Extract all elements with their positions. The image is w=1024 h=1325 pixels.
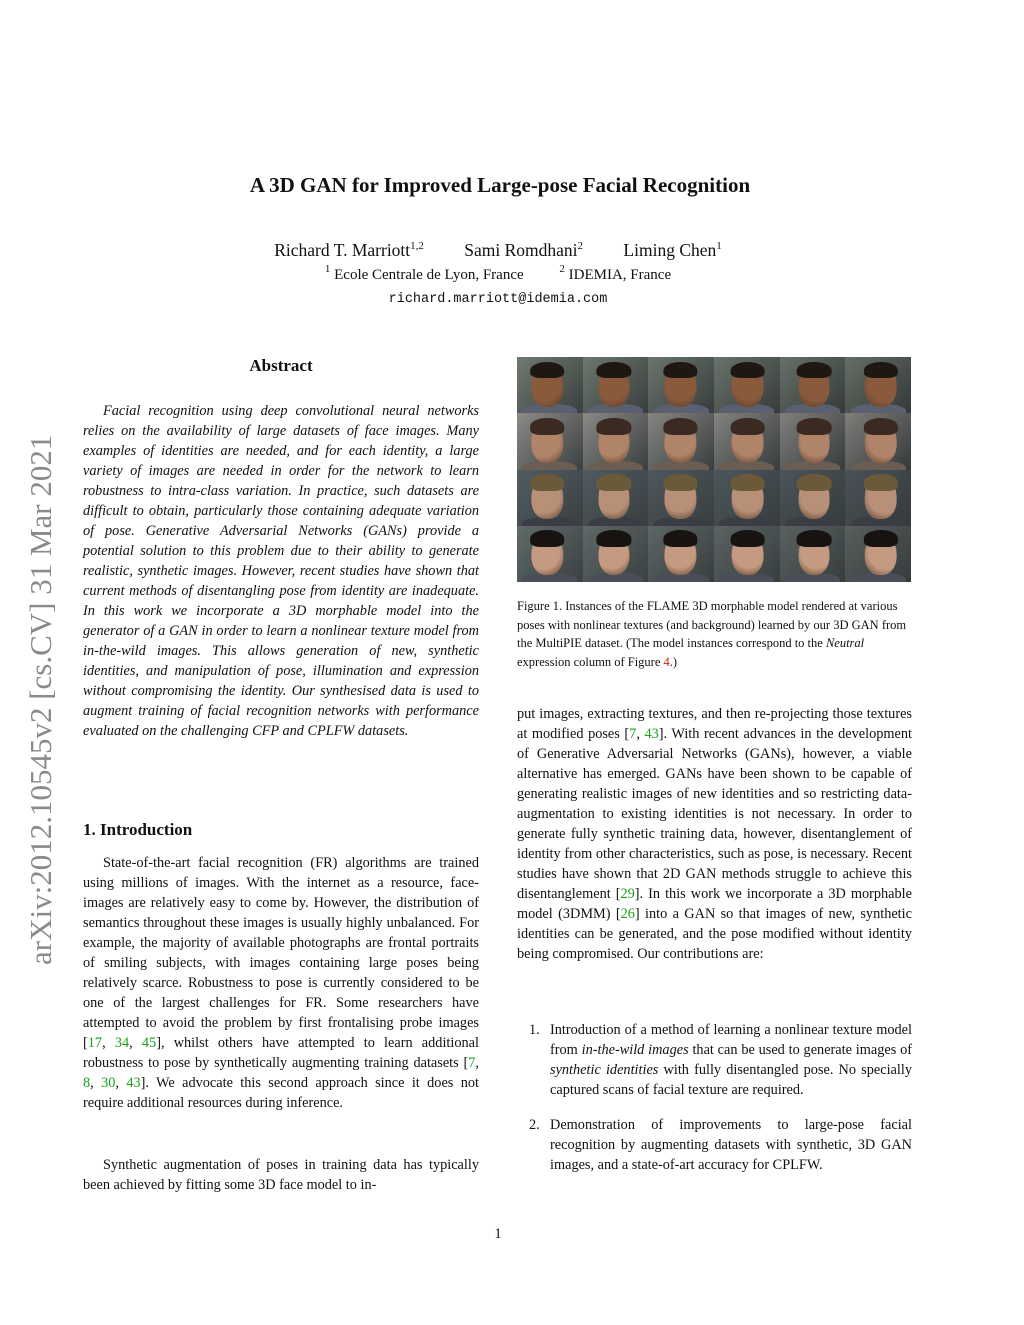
intro-paragraph-1: State-of-the-art facial recognition (FR) algorithms are trained using millions of images. With the internet as a resource, face-images are relatively easy to come by. However, the distribution of semantics throughout these images is usually highly unbalanced. For example, the majority of available photographs are frontal portraits of smiling subjects, with images containing large poses being relatively scarce. Robustness to pose is currently considered to be one of the largest challenges for FR. Some researchers have attempted to avoid the problem by first frontalising probe images [17, 34, 45], whilst others have attempted to learn additional robustness to pose by synthetically augmenting training datasets [7, 8, 30, 43]. We advocate this second approach since it does not require additional resources during inference.	[83, 855, 479, 1111]
citation-link[interactable]: 7	[629, 726, 637, 742]
citation-link[interactable]: 30	[101, 1075, 116, 1091]
section-heading-introduction: 1. Introduction	[83, 820, 193, 839]
face-thumbnail	[648, 357, 714, 413]
face-thumbnail	[583, 470, 649, 526]
face-thumbnail	[845, 526, 911, 582]
citation-link[interactable]: 29	[620, 886, 635, 902]
citation-link[interactable]: 34	[114, 1035, 130, 1051]
face-thumbnail	[517, 470, 583, 526]
abstract-text: Facial recognition using deep convolutional neural networks relies on the availability of large datasets of face images. Many examples of identities are needed, and for each identity, a large variety of images are needed in order for the network to learn robustness to intra-class variation. In practice, such datasets are difficult to obtain, particularly those containing adequate variation of pose. Generative Adversarial Networks (GANs) provide a potential solution to this problem due to their ability to generate realistic, synthetic images. However, recent studies have shown that current methods of disentangling pose from identity are inadequate. In this work we incorporate a 3D morphable model into the generator of a GAN in order to learn a nonlinear texture model from in-the-wild images. This allows generation of new, synthetic identities, and manipulation of pose, illumination and expression without compromising the identity. Our synthesised data is used to augment training of facial recognition networks with performance evaluated on the challenging CFP and CPLFW datasets.	[83, 403, 479, 739]
figure-1-face-grid	[517, 357, 911, 582]
paper-title: A 3D GAN for Improved Large-pose Facial Recognition	[249, 173, 751, 197]
citation-link[interactable]: 43	[126, 1075, 141, 1091]
face-thumbnail	[517, 357, 583, 413]
citation-link[interactable]: 45	[141, 1035, 157, 1051]
citation-link[interactable]: 8	[83, 1075, 91, 1091]
face-thumbnail	[714, 526, 780, 582]
face-thumbnail	[714, 357, 780, 413]
face-thumbnail	[780, 357, 846, 413]
face-thumbnail	[517, 526, 583, 582]
citation-link[interactable]: 43	[644, 726, 659, 742]
affiliation: $^1$ Ecole Centrale de Lyon, France	[324, 263, 524, 283]
citation-link[interactable]: 17	[87, 1035, 103, 1051]
face-thumbnail	[648, 470, 714, 526]
author: Richard T. Marriott$^{1,2}$	[274, 240, 424, 260]
figure-1-caption: Figure 1. Instances of the FLAME 3D morphable model rendered at various poses with nonlinear textures (and background) learned by our 3D GAN from the MultiPIE dataset. (The model instances correspond to the Neutral expression column of Figure 4.)	[517, 599, 907, 669]
face-thumbnail	[583, 357, 649, 413]
intro-paragraph-2: Synthetic augmentation of poses in training data has typically been achieved by fitting some 3D face model to in-	[83, 1157, 479, 1193]
contributions-list	[517, 1020, 912, 1190]
arxiv-identifier: arXiv:2012.10545v2 [cs.CV] 31 Mar 2021	[23, 434, 58, 965]
face-thumbnail	[648, 413, 714, 469]
face-thumbnail	[780, 470, 846, 526]
intro-paragraph-3: put images, extracting textures, and then re-projecting those textures at modified poses [7, 43]. With recent advances in the development of Generative Adversarial Networks (GANs), however, a viable alternative has emerged. GANs have been shown to be capable of generating realistic images of new identities and so restricting data-augmentation to existing identities is not necessary. In order to generate fully synthetic training data, however, disentanglement of identity from other characteristics, such as pose, is necessary. Recent studies have shown that 2D GAN methods struggle to achieve this disentanglement [29]. In this work we incorporate a 3D morphable model (3DMM) [26] into a GAN so that images of new, synthetic identities can be generated, and the pose modified without identity being compromised. Our contributions are:	[517, 706, 912, 962]
page-number: 1	[494, 1226, 502, 1242]
affiliations	[0, 263, 996, 284]
face-thumbnail	[780, 526, 846, 582]
face-thumbnail	[517, 413, 583, 469]
author: Liming Chen$^1$	[623, 240, 722, 260]
citation-link[interactable]: 7	[468, 1055, 476, 1071]
citation-link[interactable]: 26	[620, 906, 635, 922]
list-item: 2. Demonstration of improvements to large-pose facial recognition by augmenting datasets with synthetic, 3D GAN images, and a state-of-art accuracy for CPLFW.	[529, 1117, 912, 1173]
face-thumbnail	[648, 526, 714, 582]
face-thumbnail	[583, 526, 649, 582]
affiliation: $^2$ IDEMIA, France	[559, 263, 672, 283]
list-item: 1. Introduction of a method of learning a nonlinear texture model from in-the-wild images that can be used to generate images of synthetic identities with fully disentangled pose. No specially captured scans of facial texture are required.	[529, 1022, 912, 1098]
face-thumbnail	[845, 413, 911, 469]
face-thumbnail	[845, 470, 911, 526]
face-thumbnail	[714, 470, 780, 526]
face-thumbnail	[583, 413, 649, 469]
author-list	[0, 240, 996, 261]
face-thumbnail	[780, 413, 846, 469]
figure-reference-link[interactable]: 4	[663, 654, 670, 669]
contact-email[interactable]: richard.marriott@idemia.com	[388, 292, 608, 307]
face-thumbnail	[714, 413, 780, 469]
abstract-heading: Abstract	[249, 356, 313, 375]
author: Sami Romdhani$^2$	[464, 240, 584, 260]
face-thumbnail	[845, 357, 911, 413]
